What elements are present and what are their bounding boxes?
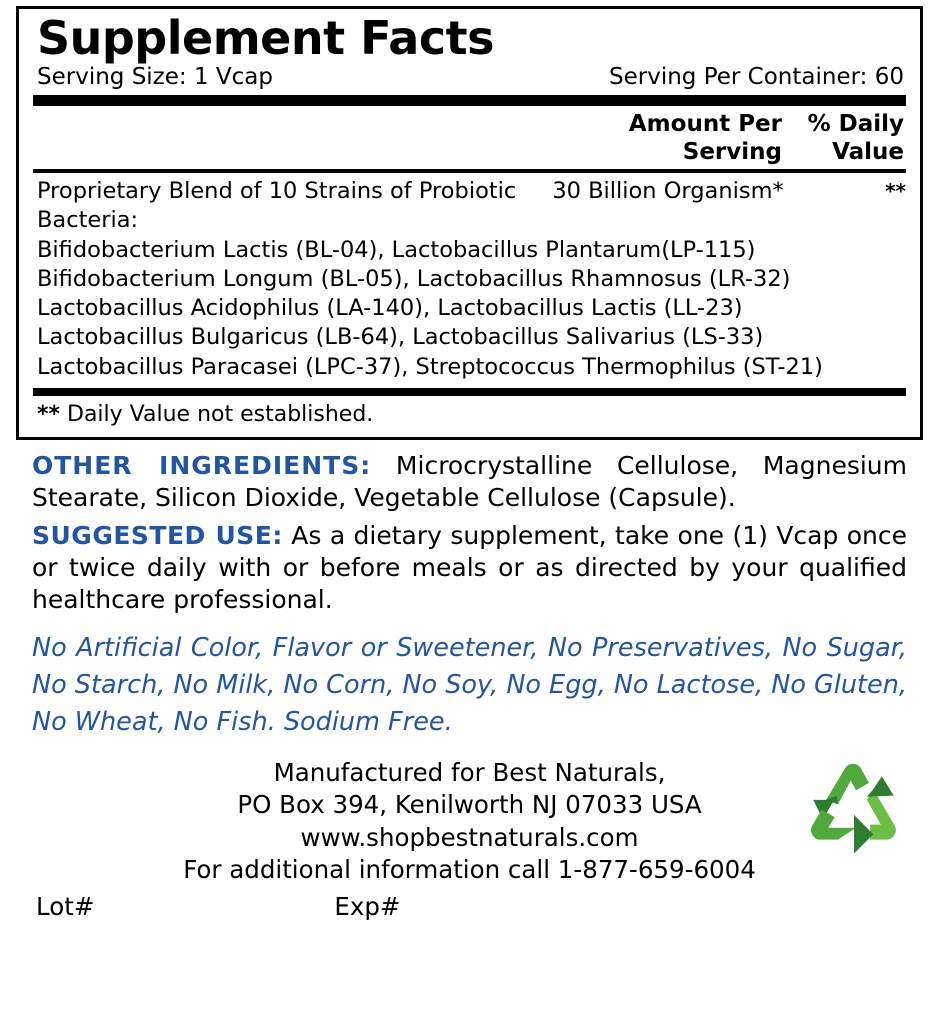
footnote-marker: ** (37, 401, 61, 427)
strain-line: Lactobacillus Bulgaricus (LB-64), Lactobacillus Salivarius (LS-33) (37, 324, 764, 351)
recycle-icon (789, 757, 919, 875)
proprietary-blend-name: Proprietary Blend of 10 Strains of Probiotic (37, 178, 517, 204)
website-line[interactable]: www.shopbestnaturals.com (300, 822, 639, 852)
daily-value-line1: % Daily (807, 110, 904, 137)
suggested-use-paragraph (32, 520, 907, 616)
proprietary-blend-daily-value: ** (885, 179, 906, 203)
amount-per-serving-line1: Amount Per (628, 110, 782, 137)
strain-line: Lactobacillus Acidophilus (LA-140), Lactobacillus Lactis (LL-23) (37, 295, 743, 321)
exp-label: Exp# (334, 891, 401, 921)
column-headers (33, 106, 906, 169)
phone-line: For additional information call 1-877-659-6004 (183, 855, 756, 885)
other-ingredients-paragraph (32, 450, 907, 514)
proprietary-blend-amount: 30 Billion Organism* (552, 178, 784, 204)
label-body-text (10, 440, 929, 741)
suggested-use-heading: SUGGESTED USE: (32, 520, 283, 550)
daily-value-footnote (33, 396, 906, 427)
claims-line-1: No Artificial Color, Flavor or Sweetener, No Preservatives, No Sugar, No Starch, No Milk, No Corn, No Soy, No Egg, No Lactose, No Gluten, (32, 632, 907, 700)
claims-line-2: No Wheat, No Fish. Sodium Free. (32, 706, 453, 737)
free-from-claims (32, 630, 907, 741)
supplement-facts-panel (16, 6, 923, 440)
address-line: PO Box 394, Kenilworth NJ 07033 USA (237, 790, 702, 820)
ingredient-rows (33, 173, 906, 388)
serving-info-row (37, 64, 904, 90)
strain-line: Lactobacillus Paracasei (LPC-37), Streptococcus Thermophilus (ST-21) (37, 353, 823, 380)
manufactured-for-line: Manufactured for Best Naturals, (273, 757, 666, 787)
serving-size: Serving Size: 1 Vcap (37, 63, 273, 90)
other-ingredients-heading: OTHER INGREDIENTS: (32, 450, 372, 480)
amount-per-serving-header (496, 110, 796, 166)
suggested-use-text: As a dietary supplement, take one (1) Vcap once or twice daily with or before meals or as directed by your qualified healthcare professional. (32, 520, 907, 614)
footnote-text: Daily Value not established. (60, 401, 374, 427)
lot-exp-row (10, 891, 929, 924)
other-ingredients-text: Microcrystalline Cellulose, Magnesium Stearate, Silicon Dioxide, Vegetable Cellulose (Capsule). (32, 450, 907, 512)
lot-label: Lot# (36, 891, 95, 921)
strain-line: Bifidobacterium Lactis (BL-04), Lactobacillus Plantarum(LP-115) (37, 236, 756, 263)
servings-per-container: Serving Per Container: 60 (609, 63, 904, 90)
divider-thick-bottom (33, 388, 906, 396)
strain-line: Bifidobacterium Longum (BL-05), Lactobacillus Rhamnosus (LR-32) (37, 265, 791, 292)
supplement-facts-title: Supplement Facts (37, 11, 494, 65)
divider-thick-top (33, 95, 906, 106)
daily-value-line2: Value (832, 138, 904, 165)
daily-value-header (796, 110, 904, 166)
proprietary-blend-row (37, 177, 906, 206)
proprietary-blend-name-continued: Bacteria: (37, 207, 139, 234)
amount-per-serving-line2: Serving (682, 138, 782, 165)
manufacturer-footer (10, 757, 929, 924)
